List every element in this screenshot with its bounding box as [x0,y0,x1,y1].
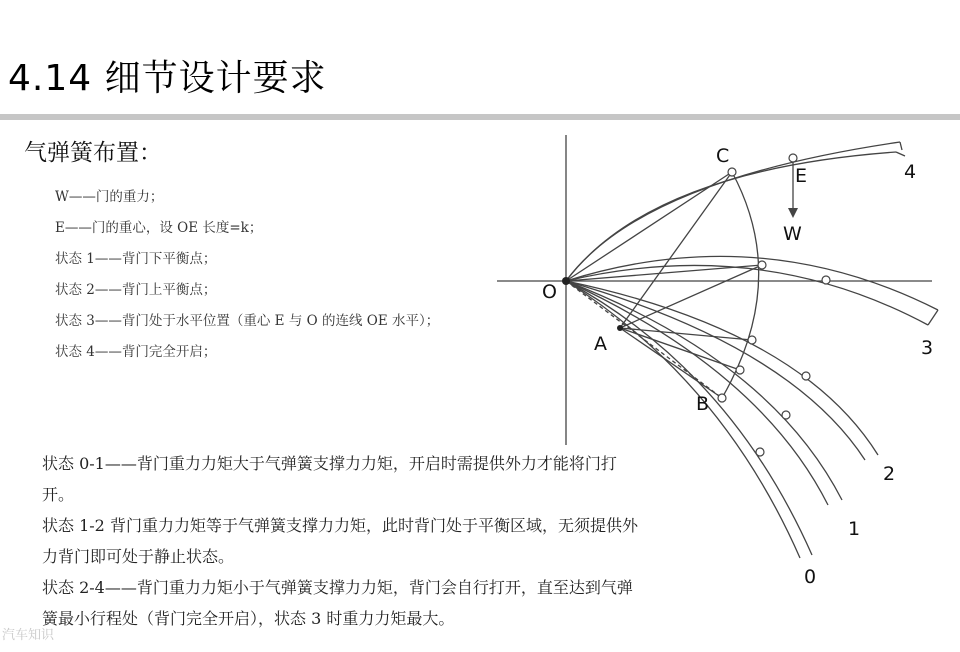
definition-list [55,182,439,368]
watermark: 汽车知识 [2,628,55,643]
definition-item: 状态 1——背门下平衡点； [55,251,217,267]
label-C: C [716,145,730,167]
label-A: A [594,333,607,355]
spring-endpoint-arc [722,172,759,398]
door-position-0 [566,281,812,555]
label-B: B [696,393,710,415]
door-position-2 [566,281,878,455]
definition-item: W——门的重力； [55,189,164,205]
pivot-O [562,277,570,285]
door-position-4 [566,142,900,281]
label-state-0: 0 [804,566,817,588]
definition-item: 状态 2——背门上平衡点； [55,282,217,298]
label-state-2: 2 [883,463,896,485]
label-E: E [795,165,808,187]
label-state-4: 4 [904,161,917,183]
pivot-A [617,325,623,331]
gas-spring-diagram [480,125,950,595]
section-subtitle: 气弹簧布置： [24,140,162,166]
definition-item: 状态 3——背门处于水平位置（重心 E 与 O 的连线 OE 水平）； [55,313,440,329]
label-O: O [542,281,557,303]
title-divider [0,114,960,120]
definition-item: E——门的重心，设 OE 长度=k； [55,220,263,236]
label-state-1: 1 [848,518,861,540]
door-position-3 [566,256,938,310]
page-title: 4.14 细节设计要求 [8,58,327,99]
paragraph: 状态 2-4——背门重力力矩小于气弹簧支撑力力矩，背门会自行打开，直至达到气弹簧最小行程处（背门完全开启），状态 3 时重力力矩最大。 [42,578,633,628]
paragraph: 状态 1-2 背门重力力矩等于气弹簧支撑力力矩，此时背门处于平衡区域，无须提供外力背门即可处于静止状态。 [42,516,638,566]
gas-spring-state-4 [620,172,732,328]
definition-item: 状态 4——背门完全开启； [55,344,217,360]
label-state-3: 3 [921,337,934,359]
label-W: W [783,223,802,245]
paragraph: 状态 0-1——背门重力力矩大于气弹簧支撑力力矩，开启时需提供外力才能将门打开。 [42,454,617,504]
